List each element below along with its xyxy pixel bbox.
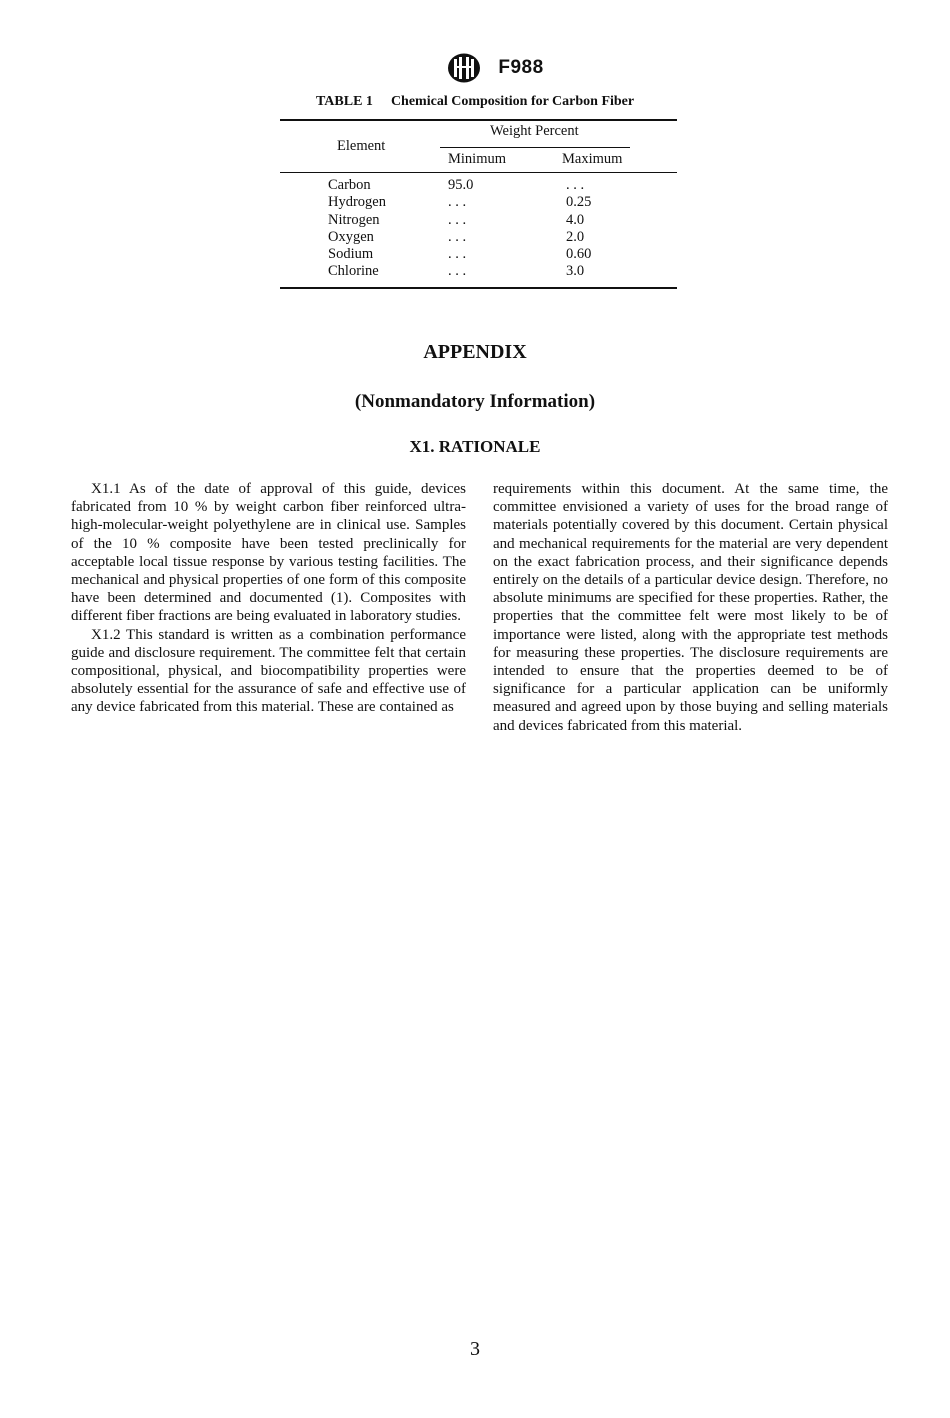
header-weight-percent: Weight Percent xyxy=(490,123,579,139)
left-column xyxy=(71,480,466,717)
cell-maximum: 4.0 xyxy=(566,211,585,228)
table-title: Chemical Composition for Carbon Fiber xyxy=(390,94,635,109)
cell-minimum: . . . xyxy=(448,211,467,228)
cell-maximum: 0.25 xyxy=(566,194,592,211)
table-label: TABLE 1 xyxy=(316,94,373,109)
table-sub-rule xyxy=(440,147,630,148)
cell-minimum: . . . xyxy=(448,228,467,245)
header-maximum: Maximum xyxy=(562,151,623,167)
page-header xyxy=(0,52,950,84)
cell-element: Oxygen xyxy=(328,228,374,245)
paragraph-x1-2: X1.2 This standard is written as a combination performance guide and disclosure requirement. The committee felt that certain compositional, physical, and biocompatibility properties were absolutely essential for the assurance of safe and effective use of any device fabricated from this material. These are contained as xyxy=(71,626,466,716)
cell-maximum: 0.60 xyxy=(566,246,592,263)
page-number: 3 xyxy=(470,1338,480,1360)
table-top-rule xyxy=(280,119,677,121)
cell-maximum: 2.0 xyxy=(566,228,585,245)
table-caption xyxy=(316,94,634,110)
right-column xyxy=(493,480,888,735)
cell-element: Chlorine xyxy=(328,263,379,280)
header-minimum: Minimum xyxy=(448,151,507,167)
table-header-rule xyxy=(280,172,677,173)
cell-minimum: 95.0 xyxy=(448,177,474,193)
appendix-subtitle: (Nonmandatory Information) xyxy=(354,391,596,412)
cell-element: Hydrogen xyxy=(328,194,386,211)
header-element: Element xyxy=(337,138,386,154)
cell-element: Carbon xyxy=(328,177,371,193)
cell-minimum: . . . xyxy=(448,194,467,211)
standard-designation: F988 xyxy=(498,57,544,78)
cell-minimum: . . . xyxy=(448,263,467,280)
table-bottom-rule xyxy=(280,287,677,289)
appendix-title: APPENDIX xyxy=(423,341,527,363)
cell-maximum: . . . xyxy=(566,177,585,193)
astm-logo-icon xyxy=(446,52,482,84)
paragraph-x1-1: X1.1 As of the date of approval of this guide, devices fabricated from 10 % by weight carbon fiber reinforced ultra-high-molecular-weight polyethylene are in clinical use. Samples of the 10 % composite have been tested preclinically for acceptable local tissue response by various testing facilities. The mechanical and physical properties of one form of this composite have been determined and documented (1). Composites with different fiber fractions are being evaluated in laboratory studies. xyxy=(71,481,466,625)
cell-minimum: . . . xyxy=(448,246,467,263)
cell-element: Sodium xyxy=(328,246,374,263)
cell-maximum: 3.0 xyxy=(566,263,585,280)
cell-element: Nitrogen xyxy=(328,211,380,228)
section-title: X1. RATIONALE xyxy=(409,437,541,456)
paragraph-x1-2-continued: requirements within this document. At the same time, the committee envisioned a variety of uses for the broad range of materials potentially covered by this document. Certain physical and mechanical requirements for the material are very dependent on the exact fabrication process, and their significance depends entirely on the details of a particular device design. Therefore, no absolute minimums are specified for these properties. Rather, the properties that the committee felt were most likely to be of importance were listed, along with the appropriate test methods for measuring these properties. The disclosure requirements are intended to ensure that the properties deemed to be of significance for a particular application can be uniformly measured and agreed upon by those buying and selling materials and devices fabricated from this material. xyxy=(493,481,888,734)
